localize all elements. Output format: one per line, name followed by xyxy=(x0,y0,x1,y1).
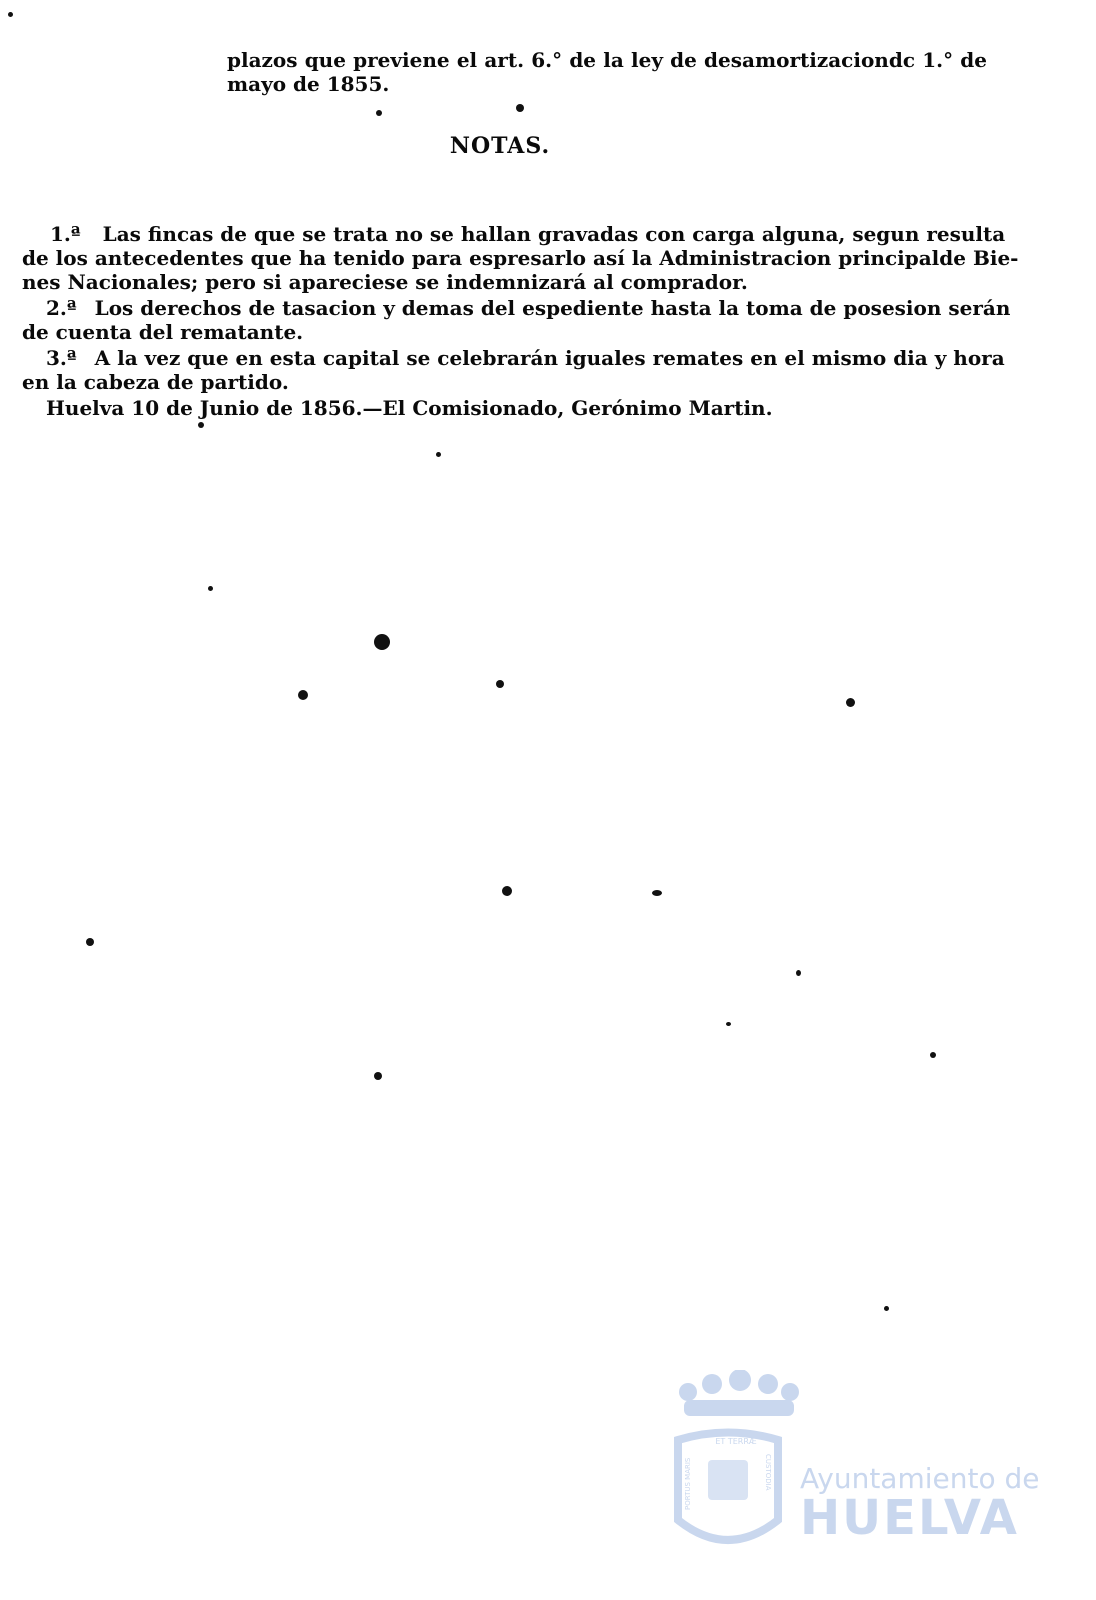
ink-speck xyxy=(8,12,13,17)
ink-speck xyxy=(376,110,382,116)
crest-motto-top: ET TERRÆ xyxy=(715,1437,757,1446)
ink-speck xyxy=(516,104,524,112)
ink-speck xyxy=(374,1072,382,1080)
ink-speck xyxy=(884,1306,889,1311)
intro-line-2: mayo de 1855. xyxy=(227,72,390,96)
note-2-line-2: de cuenta del rematante. xyxy=(22,320,304,344)
note-1-text-1: Las fincas de que se trata no se hallan gravadas con carga alguna, segun resulta xyxy=(102,222,1006,246)
ink-speck xyxy=(198,422,204,428)
ink-speck xyxy=(726,1022,731,1026)
note-3-text-1: A la vez que en esta capital se celebrarán iguales remates en el mismo dia y hora xyxy=(94,346,1005,370)
ink-speck xyxy=(374,634,390,650)
signature-line: Huelva 10 de Junio de 1856.—El Comisionado, Gerónimo Martin. xyxy=(46,396,773,420)
ink-speck xyxy=(208,586,213,591)
watermark-line-2: HUELVA xyxy=(800,1490,1019,1546)
ink-speck xyxy=(496,680,504,688)
note-3-line-1 xyxy=(22,346,1005,370)
intro-line-1: plazos que previene el art. 6.° de la ley de desamortizaciondc 1.° de xyxy=(227,48,987,72)
note-1-line-1 xyxy=(22,222,1006,246)
ink-speck xyxy=(930,1052,936,1058)
ink-speck xyxy=(298,690,308,700)
ink-speck xyxy=(652,890,662,896)
note-1-number: 1.ª xyxy=(50,222,81,246)
note-1-line-3: nes Nacionales; pero si apareciese se indemnizará al comprador. xyxy=(22,270,748,294)
ink-speck xyxy=(502,886,512,896)
note-2-line-1 xyxy=(22,296,1011,320)
watermark-line-1: Ayuntamiento de xyxy=(800,1462,1040,1495)
note-1-line-2: de los antecedentes que ha tenido para espresarlo así la Administracion principalde Bie- xyxy=(22,246,1019,270)
note-3-line-2: en la cabeza de partido. xyxy=(22,370,289,394)
ink-speck xyxy=(846,698,855,707)
crest-motto-right: CUSTODIA xyxy=(764,1454,772,1491)
notes-heading: NOTAS. xyxy=(449,133,551,159)
ink-speck xyxy=(436,452,441,457)
note-2-text-1: Los derechos de tasacion y demas del espediente hasta la toma de posesion serán xyxy=(94,296,1011,320)
ink-speck xyxy=(86,938,94,946)
ink-speck xyxy=(796,970,801,976)
note-3-number: 3.ª xyxy=(46,346,77,370)
crest-motto-left: PORTUS MARIS xyxy=(684,1457,692,1510)
note-2-number: 2.ª xyxy=(46,296,77,320)
